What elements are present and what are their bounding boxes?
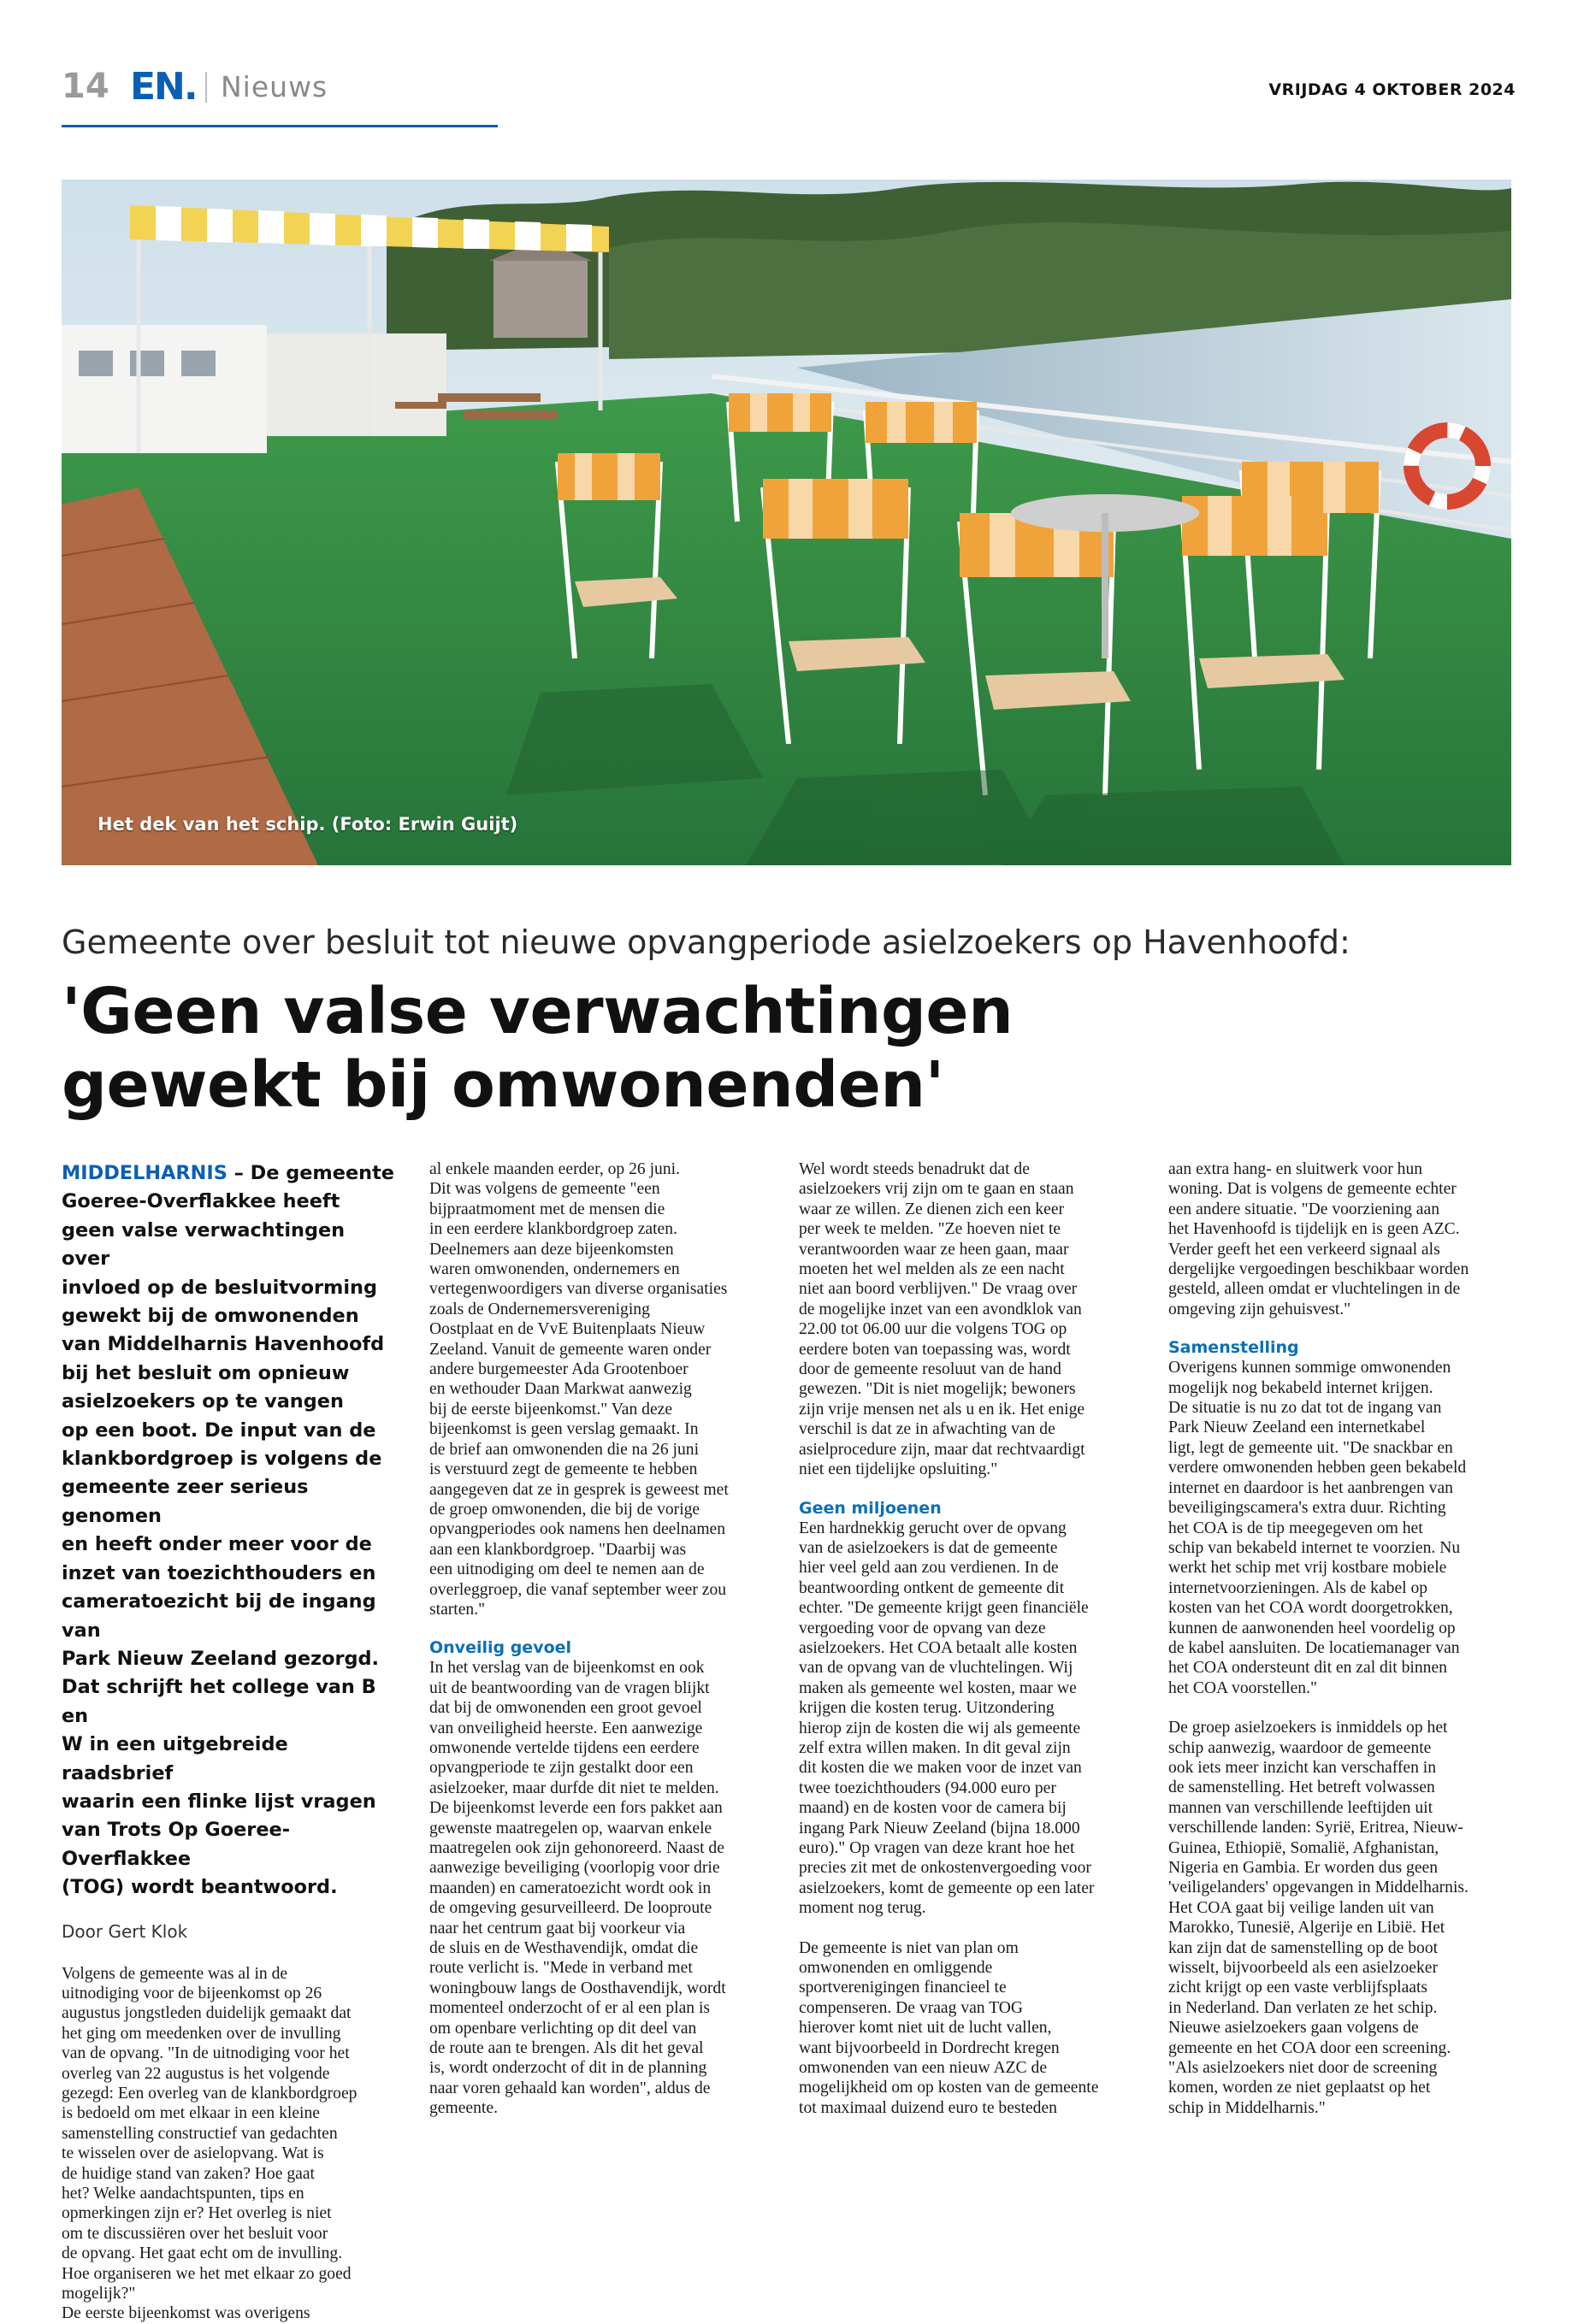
ship-deck-illustration bbox=[62, 180, 1511, 865]
section-name[interactable]: Nieuws bbox=[221, 70, 328, 103]
article-column-2 bbox=[429, 1159, 767, 2119]
lead-text: – De gemeente Goeree-Overflakkee heeft geen valse verwachtingen over invloed op de besluitvorming gewekt bij de omwonenden van Middelharnis Havenhoofd bij het besluit om opnieuw asielzoekers op te vangen op een boot. De input van de klankbordgroep is volgens de gemeente zeer serieus genomen en heeft onder meer voor de inzet van toezichthouders en cameratoezicht bij de ingang van Park Nieuw Zeeland gezorgd. Dat schrijft het college van B en W in een uitgebreide raadsbrief waarin een flinke lijst vragen van Trots Op Goeree-Overflakkee (TOG) wordt beantwoord. bbox=[62, 1162, 394, 1899]
masthead-rule bbox=[62, 125, 498, 127]
issue-date: VRIJDAG 4 OKTOBER 2024 bbox=[1268, 80, 1516, 99]
body-paragraph: Overigens kunnen sommige omwonenden mogelijk nog bekabeld internet krijgen. De situatie is nu zo dat tot de ingang van Park Nieuw Zeeland een internetkabel ligt, legt de gemeente uit. "De snackbar en verdere omwonenden hebben geen bekabeld internet en daardoor is het aanbrengen van beveiligingscamera's extra duur. Richting het COA is de tip meegegeven om het schip van bekabeld internet te voorzien. Nu werkt het schip met vrij kostbare mobiele internetvoorzieningen. Als de kabel op kosten van het COA wordt doorgetrokken, kunnen de aanwonenden heel voordelig op de kabel aansluiten. De locatiemanager van het COA ondersteunt dit en zal dit binnen het COA voorstellen." bbox=[1168, 1359, 1467, 1697]
headline-line-1: 'Geen valse verwachtingen bbox=[62, 975, 1014, 1048]
body-paragraph: In het verslag van de bijeenkomst en ook uit de beantwoording van de vragen blijkt dat bij de omwonenden een groot gevoel van onveiligheid heerste. Een aanwezige omwonende vertelde tijdens een eerdere opvangperiode te zijn gestalkt door een asielzoeker, maar durfde dit niet te melden. De bijeenkomst leverde een fors pakket aan gewenste maatregelen op, waarvan enkele maatregelen ook zijn gehonoreerd. Naast de aanwezige beveiliging (voorlopig voor drie maanden) en cameratoezicht wordt ook in de omgeving gesurveilleerd. De looproute naar het centrum gaat bij voorkeur via de sluis en de Westhavendijk, omdat die route verlicht is. "Mede in verband met woningbouw langs de Oosthavendijk, wordt momenteel onderzocht of er al een plan is om openbare verlichting op dit deel van de route aan te brengen. Als dit het geval is, wordt onderzocht of dit in de planning naar voren gehaald kan worden", aldus de gemeente. bbox=[429, 1659, 726, 2118]
body-paragraph: Volgens de gemeente was al in de uitnodiging voor de bijeenkomst op 26 augustus jongstleden duidelijk gemaakt dat het ging om meedenken over de invulling van de opvang. "In de uitnodiging voor het overleg van 22 augustus is het volgende gezegd: Een overleg van de klankbordgroep is bedoeld om met elkaar in een kleine samenstelling constructief van gedachten te wisselen over de asielopvang. Wat is de huidige stand van zaken? Hoe gaat het? Welke aandachtspunten, tips en opmerkingen zijn er? Het overleg is niet om te discussiëren over het besluit voor de opvang. Het gaat echt om de invulling. Hoe organiseren we het met elkaar zo goed mogelijk?" De eerste bijeenkomst was overigens bbox=[62, 1964, 358, 2323]
article-lead bbox=[62, 1159, 399, 1902]
article-column-1 bbox=[62, 1159, 399, 2324]
article-headline bbox=[62, 975, 1516, 1122]
masthead-divider bbox=[205, 72, 207, 103]
article-column-3 bbox=[799, 1159, 1137, 2118]
page-number: 14 bbox=[62, 67, 109, 106]
headline-line-2: gewekt bij omwonenden' bbox=[62, 1048, 944, 1122]
body-paragraph: De groep asielzoekers is inmiddels op het schip aanwezig, waardoor de gemeente ook iets meer inzicht kan verschaffen in de samenstelling. Het betreft volwassen mannen van verschillende leeftijden uit verschillende landen: Syrië, Eritrea, Nieuw- Guinea, Ethiopië, Somalië, Afghanistan, Nigeria en Gambia. Er worden dus geen 'veiligelanders' opgevangen in Middelharnis. Het COA gaat bij veilige landen uit van Marokko, Tunesië, Algerije en Libië. Het kan zijn dat de samenstelling op de boot wisselt, bijvoorbeeld als een asielzoeker zicht krijgt op een vaste verblijfsplaats in Nederland. Dan verlaten ze het schip. Nieuwe asielzoekers gaan volgens de gemeente en het COA door een screening. "Als asielzoekers niet door de screening komen, worden ze niet geplaatst op het schip in Middelharnis." bbox=[1168, 1719, 1469, 2117]
subheading-onveilig-gevoel: Onveilig gevoel bbox=[429, 1638, 572, 1658]
subheading-samenstelling: Samenstelling bbox=[1168, 1338, 1299, 1358]
masthead bbox=[62, 67, 1516, 109]
en-logo[interactable]: EN. bbox=[130, 65, 197, 109]
body-paragraph: De gemeente is niet van plan om omwonenden en omliggende sportverenigingen financieel te compenseren. De vraag van TOG hierover komt niet uit de lucht vallen, want bijvoorbeeld in Dordrecht kregen omwonenden van een nieuw AZC de mogelijkheid om op kosten van de gemeente tot maximaal duizend euro te besteden bbox=[799, 1938, 1099, 2117]
body-paragraph: Een hardnekkig gerucht over de opvang van de asielzoekers is dat de gemeente hier veel geld aan zou verdienen. In de beantwoording ontkent de gemeente dit echter. "De gemeente krijgt geen financiële vergoeding voor de opvang van deze asielzoekers. Het COA betaalt alle kosten van de opvang van de vluchtelingen. Wij maken als gemeente wel kosten, maar we krijgen die kosten terug. Uitzondering hierop zijn de kosten die wij als gemeente zelf extra willen maken. In dit geval zijn dit kosten die we maken voor de inzet van twee toezichthouders (94.000 euro per maand) en de kosten voor de camera bij ingang Park Nieuw Zeeland (bijna 18.000 euro)." Op vragen van deze krant hoe het precies zit met de onkostenvergoeding voor asielzoekers, komt de gemeente op een later moment nog terug. bbox=[799, 1519, 1095, 1918]
article-kicker: Gemeente over besluit tot nieuwe opvangperiode asielzoekers op Havenhoofd: bbox=[62, 923, 1350, 961]
body-paragraph: al enkele maanden eerder, op 26 juni. Dit was volgens de gemeente "een bijpraatmoment met de mensen die in een eerdere klankbordgroep zaten. Deelnemers aan deze bijeenkomsten waren omwonenden, ondernemers en vertegenwoordigers van diverse organisaties zoals de Ondernemersvereniging Oostplaat en de VvE Buitenplaats Nieuw Zeeland. Vanuit de gemeente waren onder andere burgemeester Ada Grootenboer en wethouder Daan Markwat aanwezig bij de eerste bijeenkomst." Van deze bijeenkomst is geen verslag gemaakt. In de brief aan omwonenden die na 26 juni is verstuurd zegt de gemeente te hebben aangegeven dat ze in gesprek is geweest met de groep omwonenden, die bij de vorige opvangperiodes ook namens hen deelnamen aan een klankbordgroep. "Daarbij was een uitnodiging om deel te nemen aan de overleggroep, die vanaf september weer zou starten." bbox=[429, 1160, 729, 1619]
subheading-geen-miljoenen: Geen miljoenen bbox=[799, 1498, 942, 1518]
body-paragraph: aan extra hang- en sluitwerk voor hun woning. Dat is volgens de gemeente echter een andere situatie. "De voorziening aan het Havenhoofd is tijdelijk en is geen AZC. Verder geeft het een verkeerd signaal als dergelijke vergoedingen beschikbaar worden gesteld, alleen omdat er vluchtelingen in de omgeving zijn gehuisvest." bbox=[1168, 1160, 1469, 1318]
body-paragraph: Wel wordt steeds benadrukt dat de asielzoekers vrij zijn om te gaan en staan waar ze willen. Ze dienen zich een keer per week te melden. "Ze hoeven niet te verantwoorden waar ze heen gaan, maar moeten het wel melden als ze een nacht niet aan boord verblijven." De vraag over de mogelijke inzet van een avondklok van 22.00 tot 06.00 uur die volgens TOG op eerdere boten van toepassing was, wordt door de gemeente resoluut van de hand gewezen. "Dit is niet mogelijk; bewoners zijn vrije mensen net als u en ik. Het enige verschil is dat ze in afwachting van de asielprocedure zijn, maar dat rechtvaardigt niet een tijdelijke opsluiting." bbox=[799, 1160, 1085, 1479]
photo-caption: Het dek van het schip. (Foto: Erwin Guijt) bbox=[98, 814, 518, 835]
article-column-4 bbox=[1168, 1159, 1506, 2118]
ship-deck-photo bbox=[62, 180, 1511, 865]
byline: Door Gert Klok bbox=[62, 1920, 188, 1942]
dateline-location: MIDDELHARNIS bbox=[62, 1162, 228, 1184]
